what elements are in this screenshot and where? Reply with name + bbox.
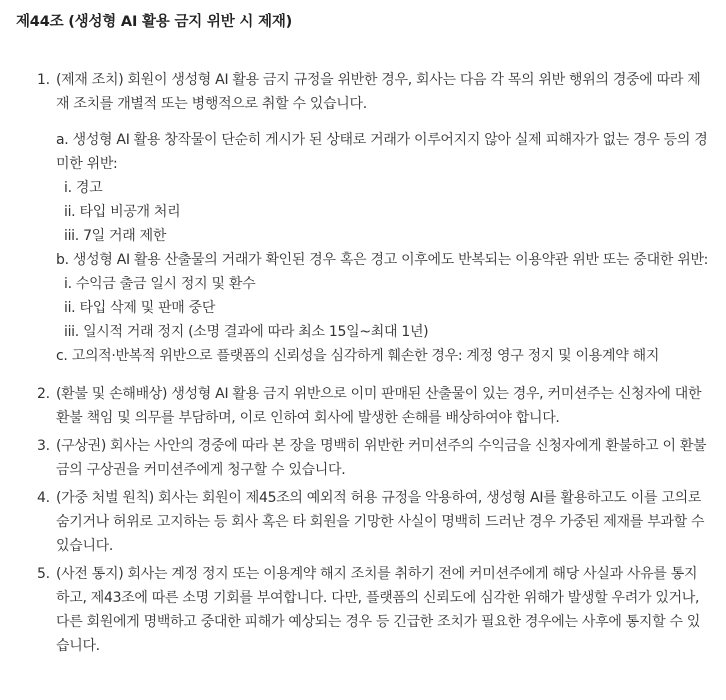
roman-text: 타입 삭제 및 판매 중단 bbox=[79, 300, 216, 316]
item-text: (환불 및 손해배상) 생성형 AI 활용 금지 위반으로 이미 판매된 산출물이 있는 경우, 커미션주는 신청자에 대한 환불 책임 및 의무를 부담하며, 이로 인하여 회사에 발생한 손해를 배상하여야 합니다. bbox=[56, 386, 702, 426]
roman-item bbox=[64, 224, 710, 248]
sub-item-a bbox=[56, 128, 710, 248]
article-body bbox=[16, 68, 710, 658]
sub-item-letter: c. bbox=[56, 348, 68, 364]
sub-item-letter: a. bbox=[56, 132, 69, 148]
roman-number: iii. bbox=[64, 228, 79, 244]
sub-item-text: 생성형 AI 활용 산출물의 거래가 확인된 경우 혹은 경고 이후에도 반복되는 이용약관 위반 또는 중대한 위반: bbox=[72, 252, 709, 268]
roman-number: ii. bbox=[64, 204, 76, 220]
sub-item-letter: b. bbox=[56, 252, 69, 268]
item-number: 2. bbox=[37, 386, 50, 402]
sub-list bbox=[56, 128, 710, 368]
article-title: 제44조 (생성형 AI 활용 금지 위반 시 제재) bbox=[16, 14, 293, 30]
item-number: 5. bbox=[37, 566, 50, 582]
list-item-5 bbox=[16, 562, 710, 658]
roman-text: 수익금 출금 일시 정지 및 환수 bbox=[75, 276, 256, 292]
roman-item bbox=[64, 200, 710, 224]
spacer bbox=[16, 368, 710, 382]
roman-item bbox=[64, 272, 710, 296]
roman-list bbox=[56, 176, 710, 248]
list-item-2 bbox=[16, 382, 710, 430]
sub-item-text: 생성형 AI 활용 창작물이 단순히 게시가 된 상태로 거래가 이루어지지 않아 실제 피해자가 없는 경우 등의 경미한 위반: bbox=[56, 132, 708, 172]
item-text: (제재 조치) 회원이 생성형 AI 활용 금지 규정을 위반한 경우, 회사는 다음 각 목의 위반 행위의 경중에 따라 제재 조치를 개별적 또는 병행적으로 취할 수 있습니다. bbox=[56, 72, 701, 112]
roman-list bbox=[56, 272, 710, 344]
roman-text: 7일 거래 제한 bbox=[83, 228, 167, 244]
roman-item bbox=[64, 296, 710, 320]
item-text: (사전 통지) 회사는 계정 정지 또는 이용계약 해지 조치를 취하기 전에 커미션주에게 해당 사실과 사유를 통지하고, 제43조에 따른 소명 기회를 부여합니다. 다만, 플랫폼의 신뢰도에 심각한 위해가 발생할 우려가 있거나, 다른 회원에게 명백하고 중대한 피해가 예상되는 경우 등 긴급한 조치가 필요한 경우에는 사후에 통지할 수 있습니다. bbox=[56, 566, 701, 654]
item-number: 1. bbox=[37, 72, 50, 88]
sub-item-c bbox=[56, 344, 710, 368]
list-item-3 bbox=[16, 434, 710, 482]
roman-number: i. bbox=[64, 276, 72, 292]
list-item-4 bbox=[16, 486, 710, 558]
item-text: (가중 처벌 원칙) 회사는 회원이 제45조의 예외적 허용 규정을 악용하여, 생성형 AI를 활용하고도 이를 고의로 숨기거나 허위로 고지하는 등 회사 혹은 타 회원을 기망한 사실이 명백히 드러난 경우 가중된 제재를 부과할 수 있습니다. bbox=[56, 490, 705, 554]
roman-number: iii. bbox=[64, 324, 79, 340]
roman-number: ii. bbox=[64, 300, 76, 316]
roman-text: 일시적 거래 정지 (소명 결과에 따라 최소 15일~최대 1년) bbox=[83, 324, 429, 340]
list-item-1 bbox=[16, 68, 710, 368]
roman-item bbox=[64, 176, 710, 200]
roman-text: 경고 bbox=[75, 180, 103, 196]
sub-item-b bbox=[56, 248, 710, 344]
sub-item-text: 고의적·반복적 위반으로 플랫폼의 신뢰성을 심각하게 훼손한 경우: 계정 영구 정지 및 이용계약 해지 bbox=[71, 348, 660, 364]
item-text: (구상권) 회사는 사안의 경중에 따라 본 장을 명백히 위반한 커미션주의 수익금을 신청자에게 환불하고 이 환불금의 구상권을 커미션주에게 청구할 수 있습니다. bbox=[56, 438, 707, 478]
roman-number: i. bbox=[64, 180, 72, 196]
roman-text: 타입 비공개 처리 bbox=[79, 204, 181, 220]
item-number: 4. bbox=[37, 490, 50, 506]
item-number: 3. bbox=[37, 438, 50, 454]
roman-item bbox=[64, 320, 710, 344]
